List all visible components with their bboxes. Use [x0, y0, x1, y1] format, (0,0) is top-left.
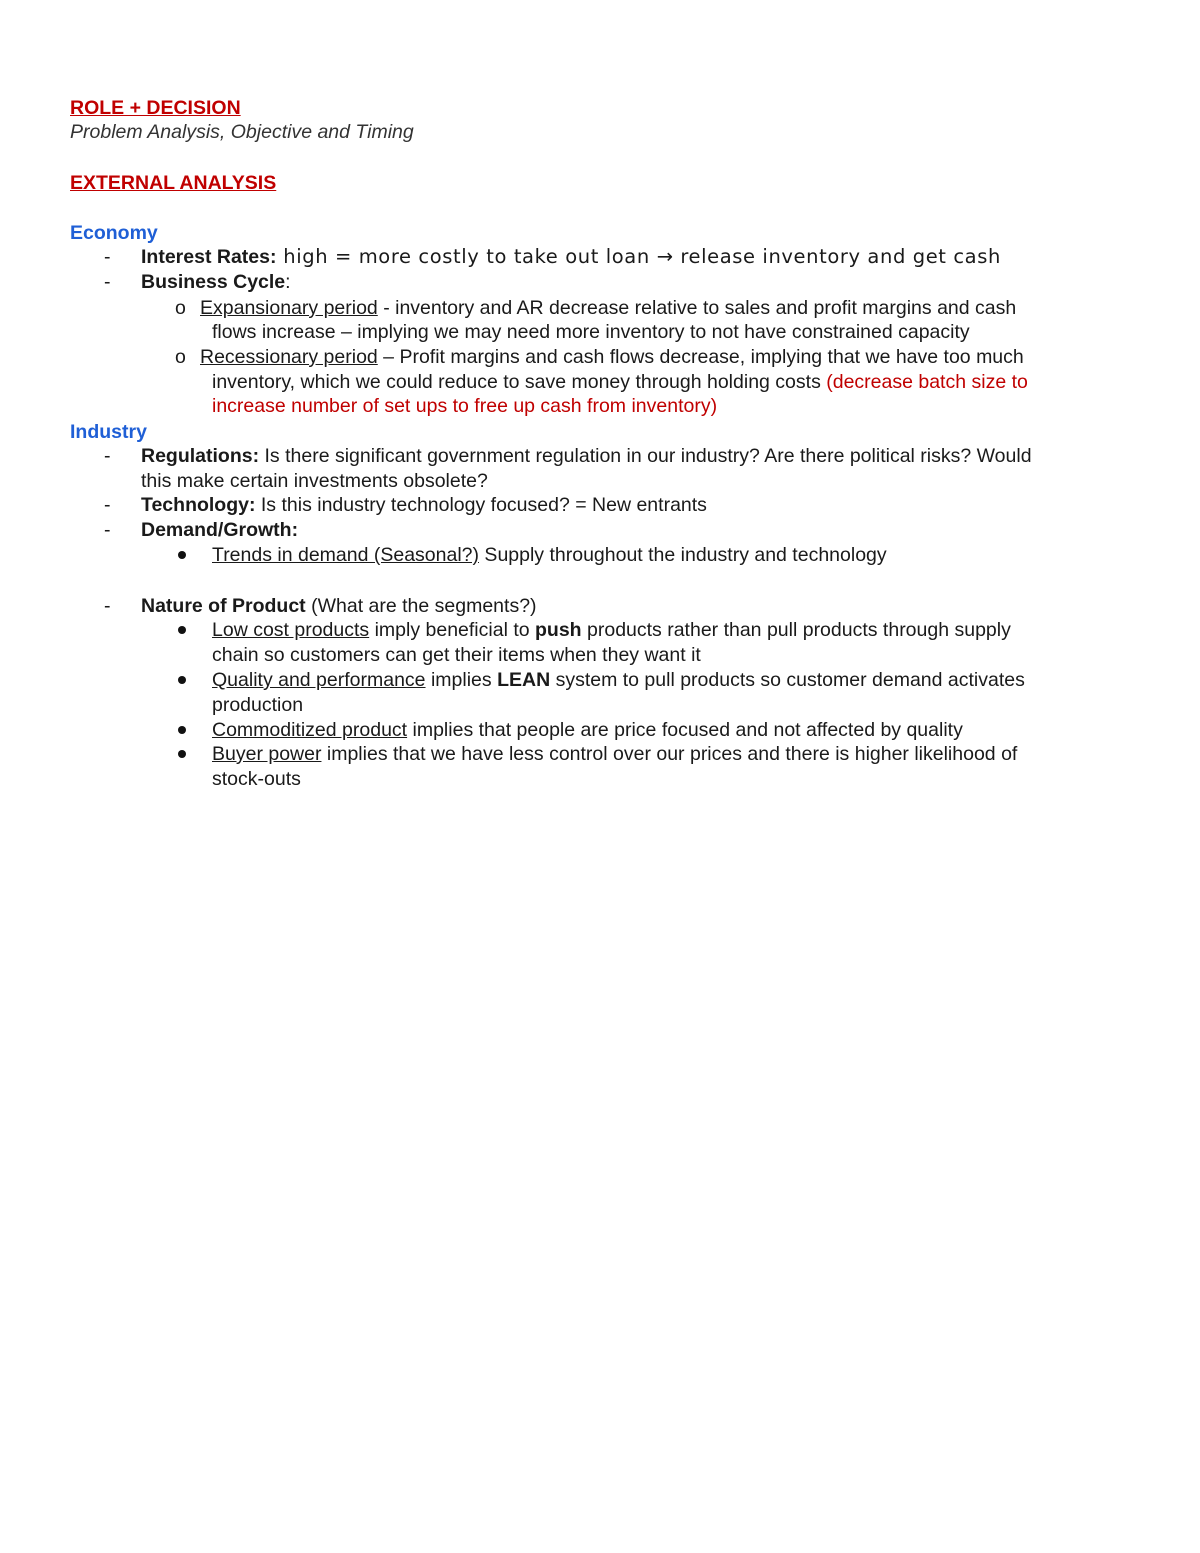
buyer-power-text: implies that we have less control over our prices and there is higher likelihood of — [321, 743, 1018, 765]
dash-marker: - — [104, 246, 111, 268]
dash-marker: - — [104, 445, 111, 467]
nature-of-product-text: (What are the segments?) — [305, 595, 537, 617]
commoditized-term: Commoditized product — [212, 719, 408, 741]
recessionary-red-note: (decrease batch size to — [826, 371, 1028, 393]
regulations-text: Is there significant government regulation in our industry? Are there political risks? Would — [259, 445, 1032, 467]
demand-growth-item — [141, 518, 298, 542]
external-analysis-heading: EXTERNAL ANALYSIS — [70, 172, 277, 194]
quality-text: implies — [425, 669, 498, 691]
demand-growth-label: Demand/Growth: — [141, 519, 299, 541]
recessionary-term: Recessionary period — [200, 346, 378, 368]
business-cycle-colon: : — [285, 271, 291, 293]
nature-of-product-item — [141, 594, 537, 618]
buyer-power-term: Buyer power — [212, 743, 322, 765]
recessionary-line-2 — [212, 370, 1028, 394]
quality-line-2: production — [212, 694, 304, 716]
expansionary-line-1 — [200, 296, 1016, 320]
dash-marker: - — [104, 271, 111, 293]
technology-text: Is this industry technology focused? = New entrants — [255, 494, 707, 516]
commoditized-text: implies that people are price focused and not affected by quality — [407, 719, 963, 741]
bullet-dot — [178, 626, 186, 634]
low-cost-bullet — [212, 618, 1011, 642]
buyer-power-bullet — [212, 742, 1017, 766]
lean-bold: LEAN — [497, 669, 551, 691]
regulations-item — [141, 444, 1032, 468]
nature-of-product-label: Nature of Product — [141, 595, 306, 617]
low-cost-text: imply beneficial to — [369, 619, 535, 641]
bullet-dot — [178, 676, 186, 684]
push-bold: push — [535, 619, 582, 641]
dash-marker: - — [104, 595, 111, 617]
recessionary-text-2: inventory, which we could reduce to save money through holding costs — [212, 371, 827, 393]
regulations-line-2: this make certain investments obsolete? — [141, 470, 488, 492]
recessionary-line-3: increase number of set ups to free up cash from inventory) — [212, 395, 718, 417]
expansionary-text: - inventory and AR decrease relative to sales and profit margins and cash — [377, 297, 1017, 319]
regulations-label: Regulations: — [141, 445, 260, 467]
quality-term: Quality and performance — [212, 669, 426, 691]
interest-rates-item — [141, 245, 1001, 269]
dash-marker: - — [104, 494, 111, 516]
low-cost-text-2: products rather than pull products through supply — [581, 619, 1011, 641]
low-cost-line-2: chain so customers can get their items when they want it — [212, 644, 701, 666]
role-decision-heading: ROLE + DECISION — [70, 97, 241, 119]
demand-trends-bullet — [212, 543, 887, 567]
dash-marker: - — [104, 519, 111, 541]
industry-heading: Industry — [70, 421, 147, 443]
economy-heading: Economy — [70, 222, 158, 244]
bullet-dot — [178, 551, 186, 559]
recessionary-line-1 — [200, 345, 1024, 369]
business-cycle-label: Business Cycle — [141, 271, 286, 293]
demand-trends-text: Supply throughout the industry and technology — [479, 544, 887, 566]
technology-item — [141, 493, 707, 517]
quality-bullet — [212, 668, 1025, 692]
circle-marker: o — [175, 346, 186, 368]
bullet-dot — [178, 726, 186, 734]
interest-rates-text: high = more costly to take out loan → release inventory and get cash — [276, 245, 1001, 268]
low-cost-term: Low cost products — [212, 619, 370, 641]
commoditized-bullet — [212, 718, 963, 742]
buyer-power-line-2: stock-outs — [212, 768, 301, 790]
recessionary-text: – Profit margins and cash flows decrease, implying that we have too much — [377, 346, 1024, 368]
expansionary-term: Expansionary period — [200, 297, 378, 319]
quality-text-2: system to pull products so customer demand activates — [550, 669, 1025, 691]
circle-marker: o — [175, 297, 186, 319]
business-cycle-item — [141, 270, 291, 294]
role-decision-subtitle: Problem Analysis, Objective and Timing — [70, 121, 414, 143]
interest-rates-label: Interest Rates: — [141, 246, 277, 268]
bullet-dot — [178, 750, 186, 758]
expansionary-line-2: flows increase – implying we may need more inventory to not have constrained capacity — [212, 321, 970, 343]
demand-trends-term: Trends in demand (Seasonal?) — [212, 544, 480, 566]
technology-label: Technology: — [141, 494, 256, 516]
